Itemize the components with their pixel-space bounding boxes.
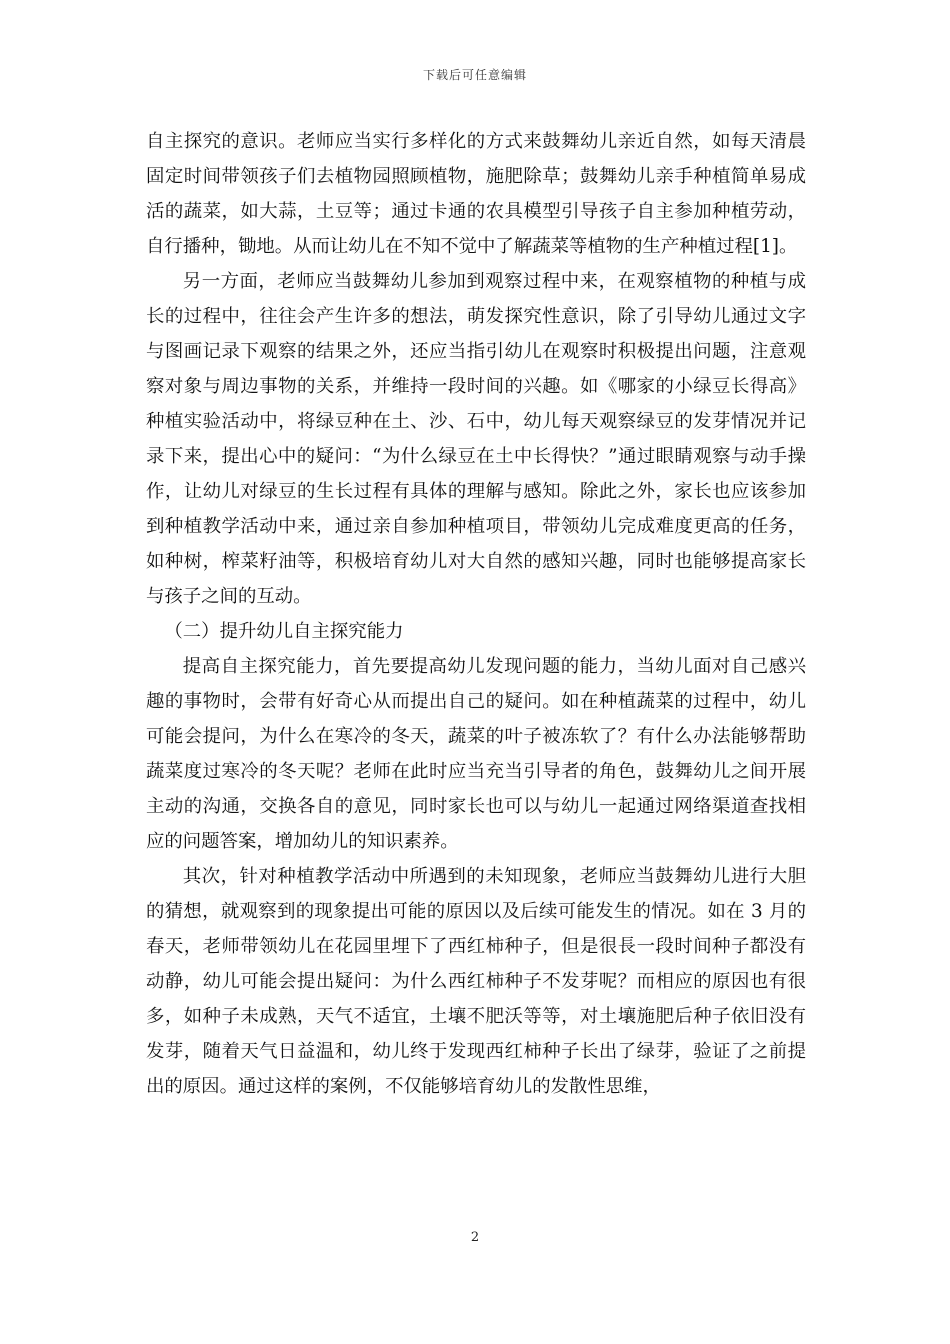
document-body <box>146 124 806 1104</box>
section-heading: （二）提升幼儿自主探究能力 <box>164 621 404 642</box>
page-number: 2 <box>470 1230 480 1245</box>
paragraph-exploration-ability: 提高自主探究能力，首先要提高幼儿发现问题的能力，当幼儿面对自己感兴趣的事物时，会带有好奇心从而提出自己的疑问。如在种植蔬菜的过程中，幼儿可能会提问，为什么在寒冷的冬天，蔬菜的叶子被冻软了？有什么办法能够帮助蔬菜度过寒冷的冬天呢？老师在此时应当充当引导者的角色，鼓舞幼儿之间开展主动的沟通，交换各自的意见，同时家长也可以与幼儿一起通过网络渠道查找相应的问题答案，增加幼儿的知识素养。 <box>146 656 806 852</box>
page-header: 下载后可任意编辑 <box>422 68 527 82</box>
paragraph-hypothesis: 其次，针对种植教学活动中所遇到的未知现象，老师应当鼓舞幼儿进行大胆的猜想，就观察到的现象提出可能的原因以及后续可能发生的情况。如在 3 月的春天，老师带领幼儿在花园里埋下了西红柿种子，但是很長一段时间种子都没有动静，幼儿可能会提出疑问：为什么西红柿种子不发芽呢？而相应的原因也有很多，如种子未成熟，天气不适宜，土壤不肥沃等等，对土壤施肥后种子依旧没有发芽，随着天气日益温和，幼儿终于发现西红柿种子长出了绿芽，验证了之前提出的原因。通过这样的案例，不仅能够培育幼儿的发散性思维， <box>146 866 806 1097</box>
paragraph-continuation: 自主探究的意识。老师应当实行多样化的方式来鼓舞幼儿亲近自然，如每天清晨固定时间带领孩子们去植物园照顾植物，施肥除草；鼓舞幼儿亲手种植简单易成活的蔬菜，如大蒜，土豆等；通过卡通的农具模型引导孩子自主参加种植劳动，自行播种，锄地。从而让幼儿在不知不觉中了解蔬菜等植物的生产种植过程[1]。 <box>146 131 806 257</box>
paragraph-observation: 另一方面，老师应当鼓舞幼儿参加到观察过程中来，在观察植物的种植与成长的过程中，往往会产生许多的想法，萌发探究性意识，除了引导幼儿通过文字与图画记录下观察的结果之外，还应当指引幼儿在观察时积极提出问题，注意观察对象与周边事物的关系，并维持一段时间的兴趣。如《哪家的小绿豆长得高》种植实验活动中，将绿豆种在土、沙、石中，幼儿每天观察绿豆的发芽情况并记录下来，提出心中的疑问：“为什么绿豆在土中长得快？”通过眼睛观察与动手操作，让幼儿对绿豆的生长过程有具体的理解与感知。除此之外，家长也应该参加到种植教学活动中来，通过亲自参加种植项目，带领幼儿完成难度更高的任务，如种树，榨菜籽油等，积极培育幼儿对大自然的感知兴趣，同时也能够提高家长与孩子之间的互动。 <box>146 271 806 607</box>
